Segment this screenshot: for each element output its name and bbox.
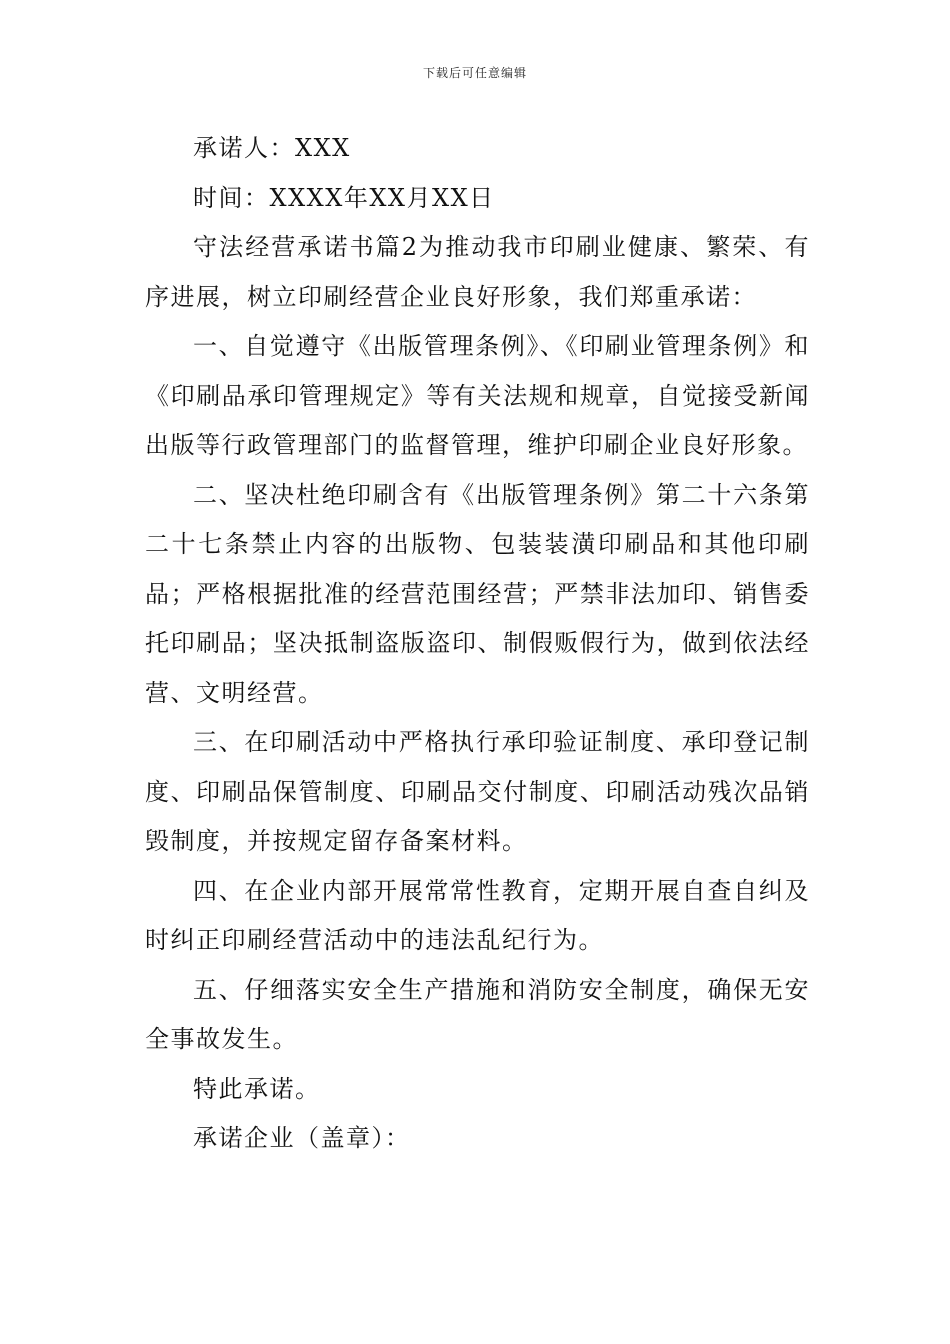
closing-line: 特此承诺。 <box>193 1074 321 1103</box>
intro-paragraph: 守法经营承诺书篇2为推动我市印刷业健康、繁荣、有序进展，树立印刷经营企业良好形象，我们郑重承诺： <box>145 233 810 311</box>
page-header-note: 下载后可任意编辑 <box>422 66 527 80</box>
item-paragraph-1: 一、自觉遵守《出版管理条例》、《印刷业管理条例》和《印刷品承印管理规定》等有关法规和规章，自觉接受新闻出版等行政管理部门的监督管理，维护印刷企业良好形象。 <box>145 332 810 459</box>
item-paragraph-4: 四、在企业内部开展常常性教育，定期开展自查自纠及时纠正印刷经营活动中的违法乱纪行为。 <box>145 876 810 954</box>
promisor-line: 承诺人：XXX <box>193 134 351 162</box>
document-body <box>145 124 810 1164</box>
date-line: 时间：XXXX年XX月XX日 <box>193 183 495 212</box>
company-seal-line: 承诺企业（盖章）： <box>193 1124 411 1152</box>
item-paragraph-5: 五、仔细落实安全生产措施和消防安全制度，确保无安全事故发生。 <box>145 975 810 1053</box>
item-paragraph-2: 二、坚决杜绝印刷含有《出版管理条例》第二十六条第二十七条禁止内容的出版物、包装装潢印刷品和其他印刷品；严格根据批准的经营范围经营；严禁非法加印、销售委托印刷品；坚决抵制盗版盗印、制假贩假行为，做到依法经营、文明经营。 <box>145 480 810 707</box>
item-paragraph-3: 三、在印刷活动中严格执行承印验证制度、承印登记制度、印刷品保管制度、印刷品交付制度、印刷活动残次品销毁制度，并按规定留存备案材料。 <box>145 728 810 855</box>
